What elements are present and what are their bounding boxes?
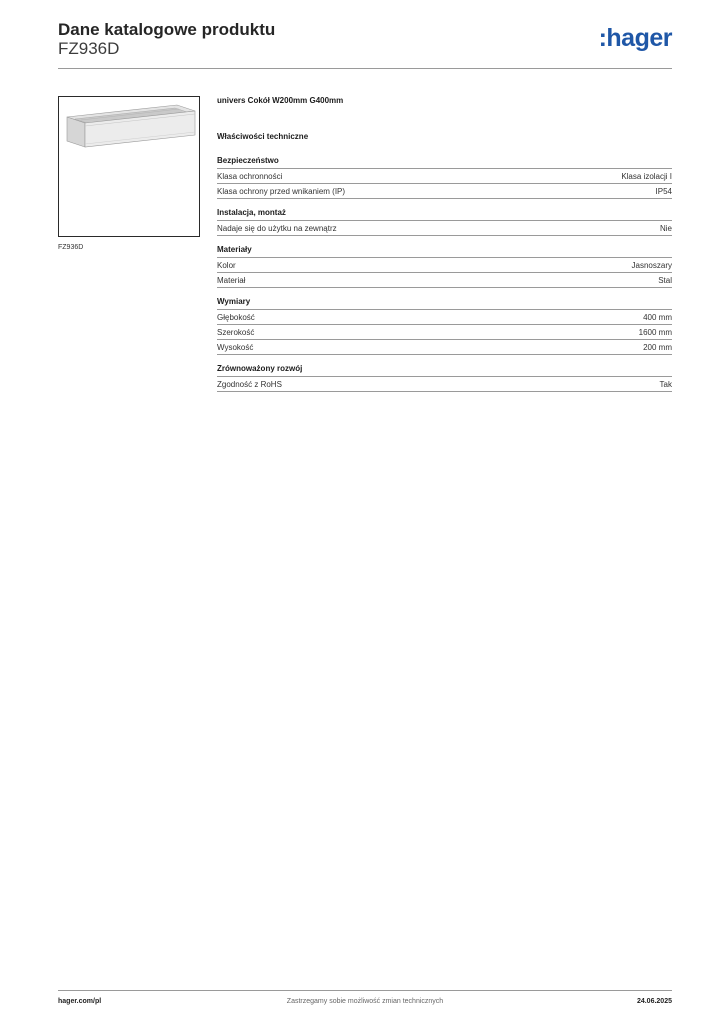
- product-code: FZ936D: [58, 39, 120, 58]
- logo-colon-icon: :: [598, 24, 607, 52]
- table-row: [217, 340, 672, 355]
- footer-divider: [58, 990, 672, 991]
- group-title: Zrównoważony rozwój: [217, 364, 672, 377]
- row-label: Klasa ochronności: [217, 172, 283, 181]
- group-sustainability: [217, 364, 672, 392]
- header-divider: [58, 68, 672, 69]
- group-title: Wymiary: [217, 297, 672, 310]
- row-label: Zgodność z RoHS: [217, 380, 282, 389]
- group-title: Instalacja, montaż: [217, 208, 672, 221]
- row-value: 200 mm: [643, 343, 672, 352]
- group-dimensions: [217, 297, 672, 355]
- image-caption: FZ936D: [58, 244, 84, 251]
- footer-disclaimer: Zastrzegamy sobie możliwość zmian technicznych: [286, 998, 444, 1005]
- row-value: Stal: [658, 276, 672, 285]
- page-header: [58, 20, 672, 68]
- row-value: Jasnoszary: [631, 261, 672, 270]
- row-value: Klasa izolacji I: [621, 172, 672, 181]
- page-title: Dane katalogowe produktu: [58, 20, 276, 39]
- table-row: [217, 273, 672, 288]
- row-label: Nadaje się do użytku na zewnątrz: [217, 224, 337, 233]
- table-row: [217, 310, 672, 325]
- row-value: IP54: [655, 187, 672, 196]
- group-title: Materiały: [217, 245, 672, 258]
- group-title: Bezpieczeństwo: [217, 156, 672, 169]
- table-row: [217, 377, 672, 392]
- row-label: Szerokość: [217, 328, 255, 337]
- row-value: 400 mm: [643, 313, 672, 322]
- row-label: Materiał: [217, 276, 246, 285]
- table-row: [217, 325, 672, 340]
- product-image: [58, 96, 200, 237]
- row-value: Nie: [659, 224, 672, 233]
- table-row: [217, 169, 672, 184]
- plinth-illustration: [59, 97, 199, 236]
- row-label: Wysokość: [217, 343, 254, 352]
- footer-date: 24.06.2025: [636, 998, 672, 1005]
- hager-logo: [599, 24, 672, 52]
- group-installation: [217, 208, 672, 236]
- page-footer: [58, 998, 672, 1010]
- section-title: Właściwości techniczne: [217, 132, 309, 141]
- row-label: Głębokość: [217, 313, 255, 322]
- product-name: univers Cokół W200mm G400mm: [217, 96, 344, 105]
- table-row: [217, 184, 672, 199]
- group-materials: [217, 245, 672, 288]
- group-safety: [217, 156, 672, 199]
- row-label: Klasa ochrony przed wnikaniem (IP): [217, 187, 346, 196]
- product-details: [217, 96, 672, 401]
- footer-url-link[interactable]: hager.com/pl: [58, 998, 102, 1005]
- table-row: [217, 258, 672, 273]
- table-row: [217, 221, 672, 236]
- logo-text: hager: [606, 24, 672, 52]
- row-value: 1600 mm: [638, 328, 672, 337]
- row-label: Kolor: [217, 261, 236, 270]
- row-value: Tak: [659, 380, 672, 389]
